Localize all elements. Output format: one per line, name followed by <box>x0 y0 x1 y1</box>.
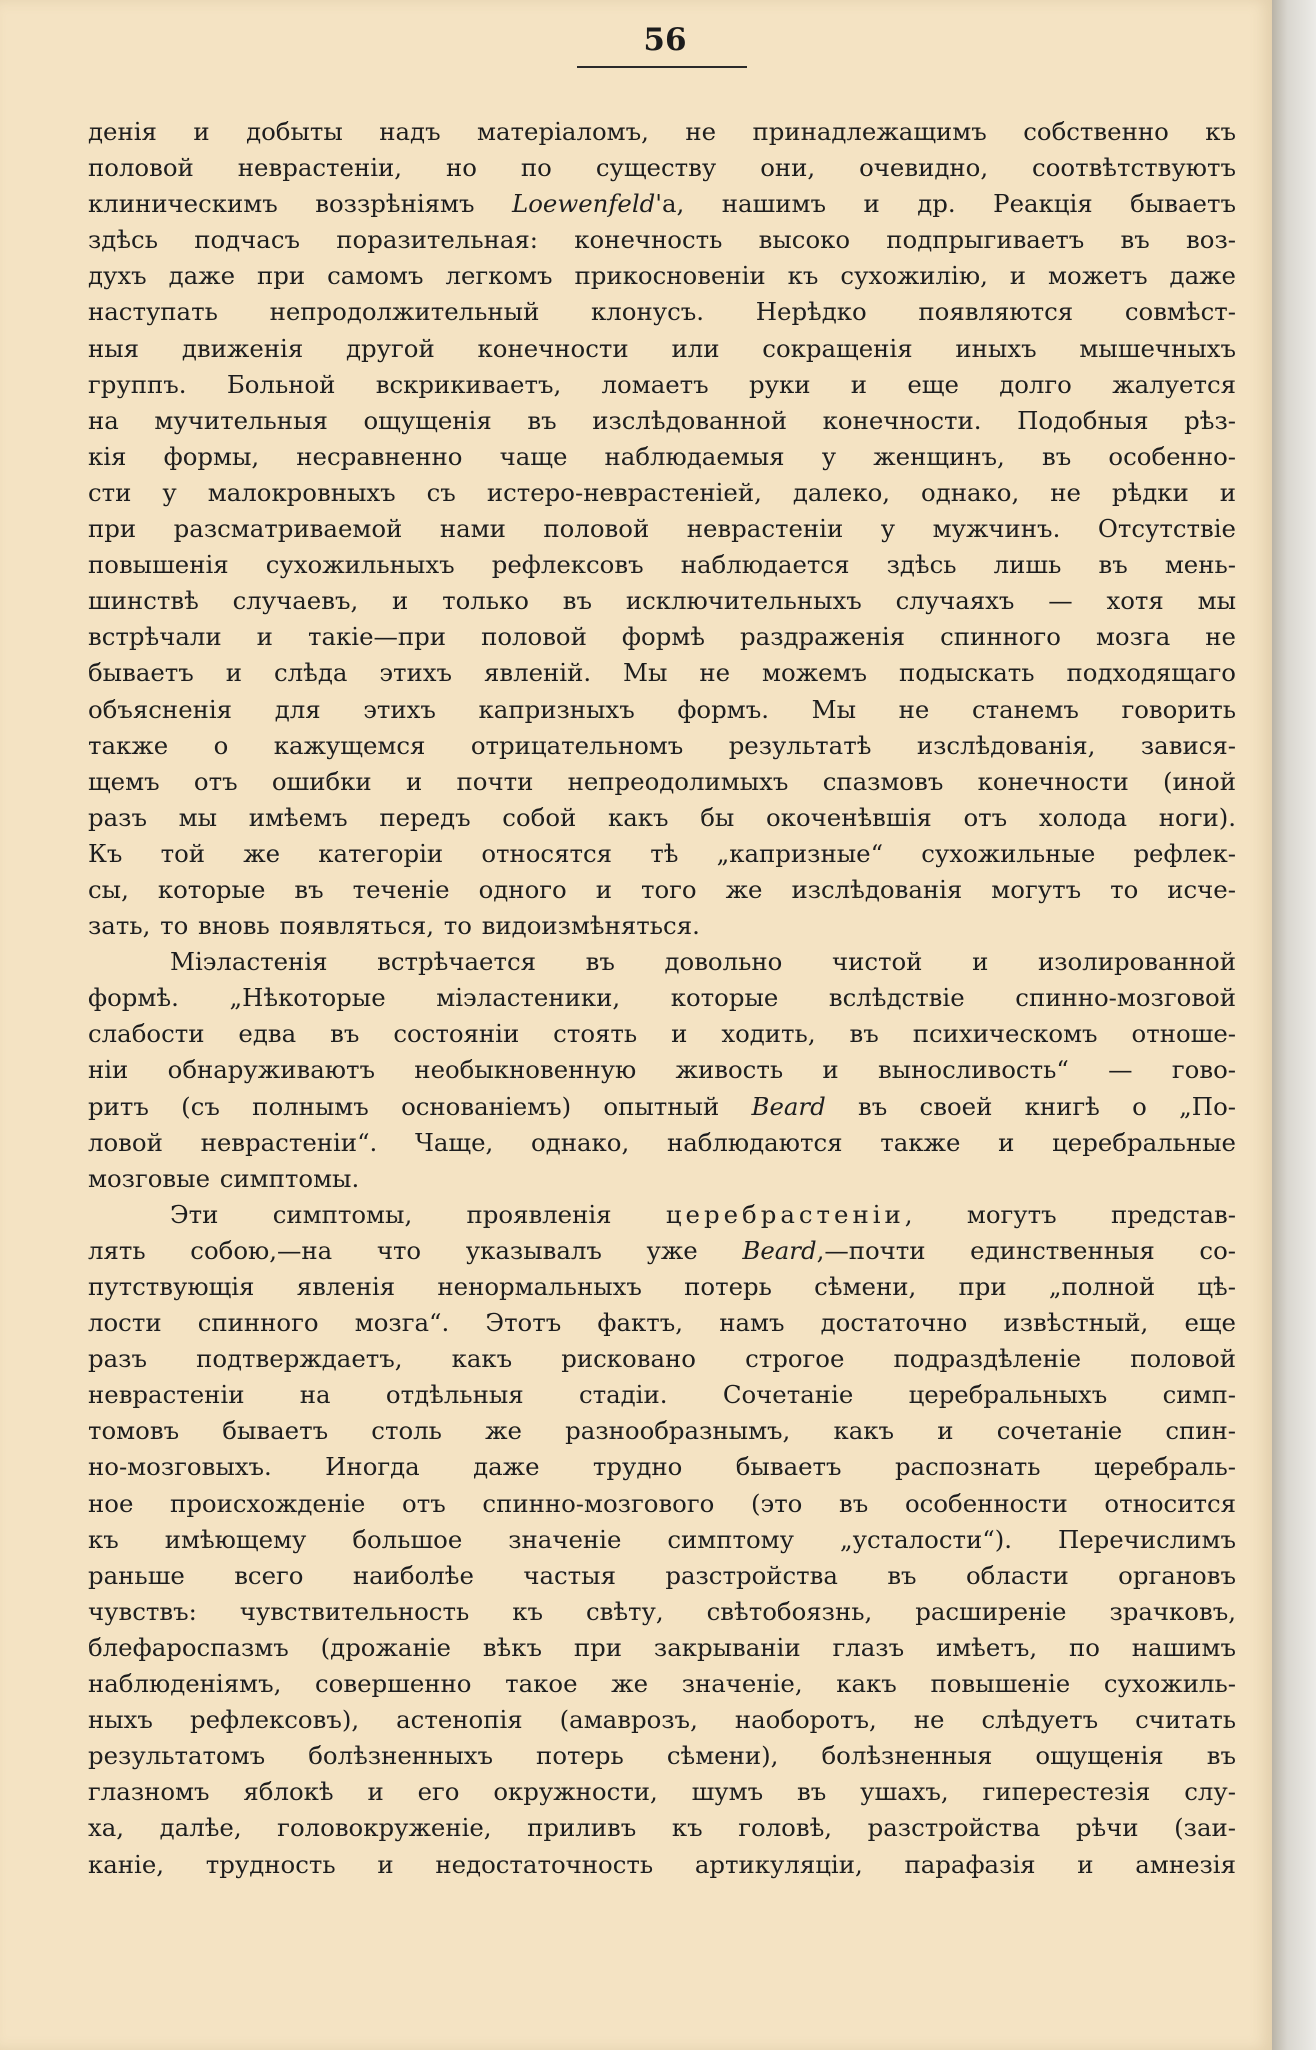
text-line: лости спинного мозга“. Этотъ фактъ, намъ достаточно извѣстный, еще <box>88 1308 1236 1338</box>
text-line: группъ. Больной вскрикиваетъ, ломаетъ руки и еще долго жалуется <box>88 369 1236 399</box>
text-line: щемъ отъ ошибки и почти непреодолимыхъ спазмовъ конечности (иной <box>88 766 1236 796</box>
text-line: чувствъ: чувствительность къ свѣту, свѣтобоязнь, расширеніе зрачковъ, <box>88 1596 1236 1626</box>
text-line: результатомъ болѣзненныхъ потерь сѣмени), болѣзненныя ощущенія въ <box>88 1741 1236 1771</box>
body-text <box>88 114 1236 1883</box>
text-line: сы, которые въ теченіе одного и того же изслѣдованія могутъ то исче- <box>88 874 1236 904</box>
text-line: путствующія явленія ненормальныхъ потерь сѣмени, при „полной цѣ- <box>88 1272 1236 1301</box>
text-line: мозговые симптомы. <box>88 1163 360 1193</box>
text-line: здѣсь подчасъ поразительная: конечность высоко подпрыгиваетъ въ воз- <box>88 225 1236 255</box>
text-line: шинствѣ случаевъ, и только въ исключительныхъ случаяхъ — хотя мы <box>88 586 1236 616</box>
italic-name: Beard <box>751 1091 826 1121</box>
text-line: бываетъ и слѣда этихъ явленій. Мы не можемъ подыскать подходящаго <box>88 658 1236 688</box>
page-number: 56 <box>643 22 687 58</box>
text-line: каніе, трудность и недостаточность артикуляціи, парафазія и амнезія <box>88 1849 1236 1879</box>
text-line <box>88 1197 1236 1233</box>
text-fragment: ,—почти единственныя со- <box>816 1235 1236 1265</box>
scan-edge <box>1272 0 1316 2050</box>
text-fragment: 'а, нашимъ и др. Реакція бываетъ <box>655 189 1236 219</box>
text-line: ныхъ рефлексовъ), астенопія (амаврозъ, наоборотъ, не слѣдуетъ считать <box>88 1705 1236 1735</box>
text-fragment: Эти симптомы, проявленія <box>170 1199 666 1229</box>
text-fragment: клиническимъ воззрѣніямъ <box>88 189 513 219</box>
text-line: блефароспазмъ (дрожаніе вѣкъ при закрываніи глазъ имѣетъ, по нашимъ <box>88 1632 1236 1662</box>
italic-name: Beard <box>742 1235 817 1265</box>
italic-name: Loewenfeld <box>512 189 656 219</box>
text-line: глазномъ яблокѣ и его окружности, шумъ въ ушахъ, гиперестезія слу- <box>88 1777 1236 1807</box>
text-line <box>88 186 1236 222</box>
text-line: повышенія сухожильныхъ рефлексовъ наблюдается здѣсь лишь въ мень- <box>88 550 1236 580</box>
text-line: раньше всего наиболѣе частыя разстройства въ области органовъ <box>88 1560 1236 1590</box>
text-line: также о кажущемся отрицательномъ результатѣ изслѣдованія, завися- <box>88 730 1236 760</box>
text-line: на мучительныя ощущенія въ изслѣдованной конечности. Подобныя рѣз- <box>88 405 1236 435</box>
text-line: зать, то вновь появляться, то видоизмѣняться. <box>88 911 700 941</box>
text-fragment: ритъ (съ полнымъ основаніемъ) опытный <box>88 1091 752 1121</box>
text-line: слабости едва въ состояніи стоять и ходить, въ психическомъ отноше- <box>88 1019 1236 1049</box>
text-line <box>88 1233 1236 1269</box>
text-line: половой неврастеніи, но по существу они, очевидно, соотвѣтствуютъ <box>88 153 1236 183</box>
text-fragment: лять собою,—на что указывалъ уже <box>88 1235 743 1265</box>
text-line: встрѣчали и такіе—при половой формѣ раздраженія спинного мозга не <box>88 622 1236 652</box>
spaced-term: церебрастеніи <box>665 1199 905 1229</box>
text-line: разъ мы имѣемъ передъ собой какъ бы окоченѣвшія отъ холода ноги). <box>88 802 1236 832</box>
text-line: объясненія для этихъ капризныхъ формъ. Мы не станемъ говорить <box>88 694 1236 724</box>
text-line: при разсматриваемой нами половой неврастеніи у мужчинъ. Отсутствіе <box>88 514 1236 544</box>
text-line: но-мозговыхъ. Иногда даже трудно бываетъ распознать церебраль- <box>88 1452 1236 1482</box>
text-line: наблюденіямъ, совершенно такое же значеніе, какъ повышеніе сухожиль- <box>88 1669 1236 1699</box>
text-line: сти у малокровныхъ съ истеро-неврастеніей, далеко, однако, не рѣдки и <box>88 477 1236 507</box>
text-line: кія формы, несравненно чаще наблюдаемыя у женщинъ, въ особенно- <box>88 441 1236 471</box>
text-line: неврастеніи на отдѣльныя стадіи. Сочетаніе церебральныхъ симп- <box>88 1380 1236 1410</box>
text-line: наступать непродолжительный клонусъ. Нерѣдко появляются совмѣст- <box>88 297 1236 327</box>
text-line: ніи обнаруживаютъ необыкновенную живость и выносливость“ — гово- <box>88 1055 1236 1085</box>
text-line: ныя движенія другой конечности или сокращенія иныхъ мышечныхъ <box>88 333 1236 363</box>
text-line: томовъ бываетъ столь же разнообразнымъ, какъ и сочетаніе спин- <box>88 1416 1236 1446</box>
text-line: формѣ. „Нѣкоторые міэластеники, которые вслѣдствіе спинно-мозговой <box>88 983 1236 1013</box>
page-number-rule <box>577 66 747 68</box>
text-line: Къ той же категоріи относятся тѣ „капризные“ сухожильные рефлек- <box>88 838 1236 868</box>
text-line <box>88 1089 1236 1125</box>
text-line: къ имѣющему большое значеніе симптому „усталости“). Перечислимъ <box>88 1524 1236 1554</box>
text-fragment: , могутъ представ- <box>904 1199 1236 1229</box>
text-line: ловой неврастеніи“. Чаще, однако, наблюдаются также и церебральные <box>88 1127 1236 1157</box>
text-line: Міэластенія встрѣчается въ довольно чистой и изолированной <box>170 947 1236 977</box>
text-fragment: въ своей книгѣ о „По- <box>825 1091 1236 1121</box>
text-line: денія и добыты надъ матеріаломъ, не принадлежащимъ собственно къ <box>88 117 1236 146</box>
text-line: духъ даже при самомъ легкомъ прикосновеніи къ сухожилію, и можетъ даже <box>88 261 1236 291</box>
text-line: ное происхожденіе отъ спинно-мозгового (это въ особенности относится <box>88 1488 1236 1518</box>
text-line: ха, далѣе, головокруженіе, приливъ къ головѣ, разстройства рѣчи (заи- <box>88 1813 1236 1843</box>
text-line: разъ подтверждаетъ, какъ рисковано строгое подраздѣленіе половой <box>88 1344 1236 1374</box>
